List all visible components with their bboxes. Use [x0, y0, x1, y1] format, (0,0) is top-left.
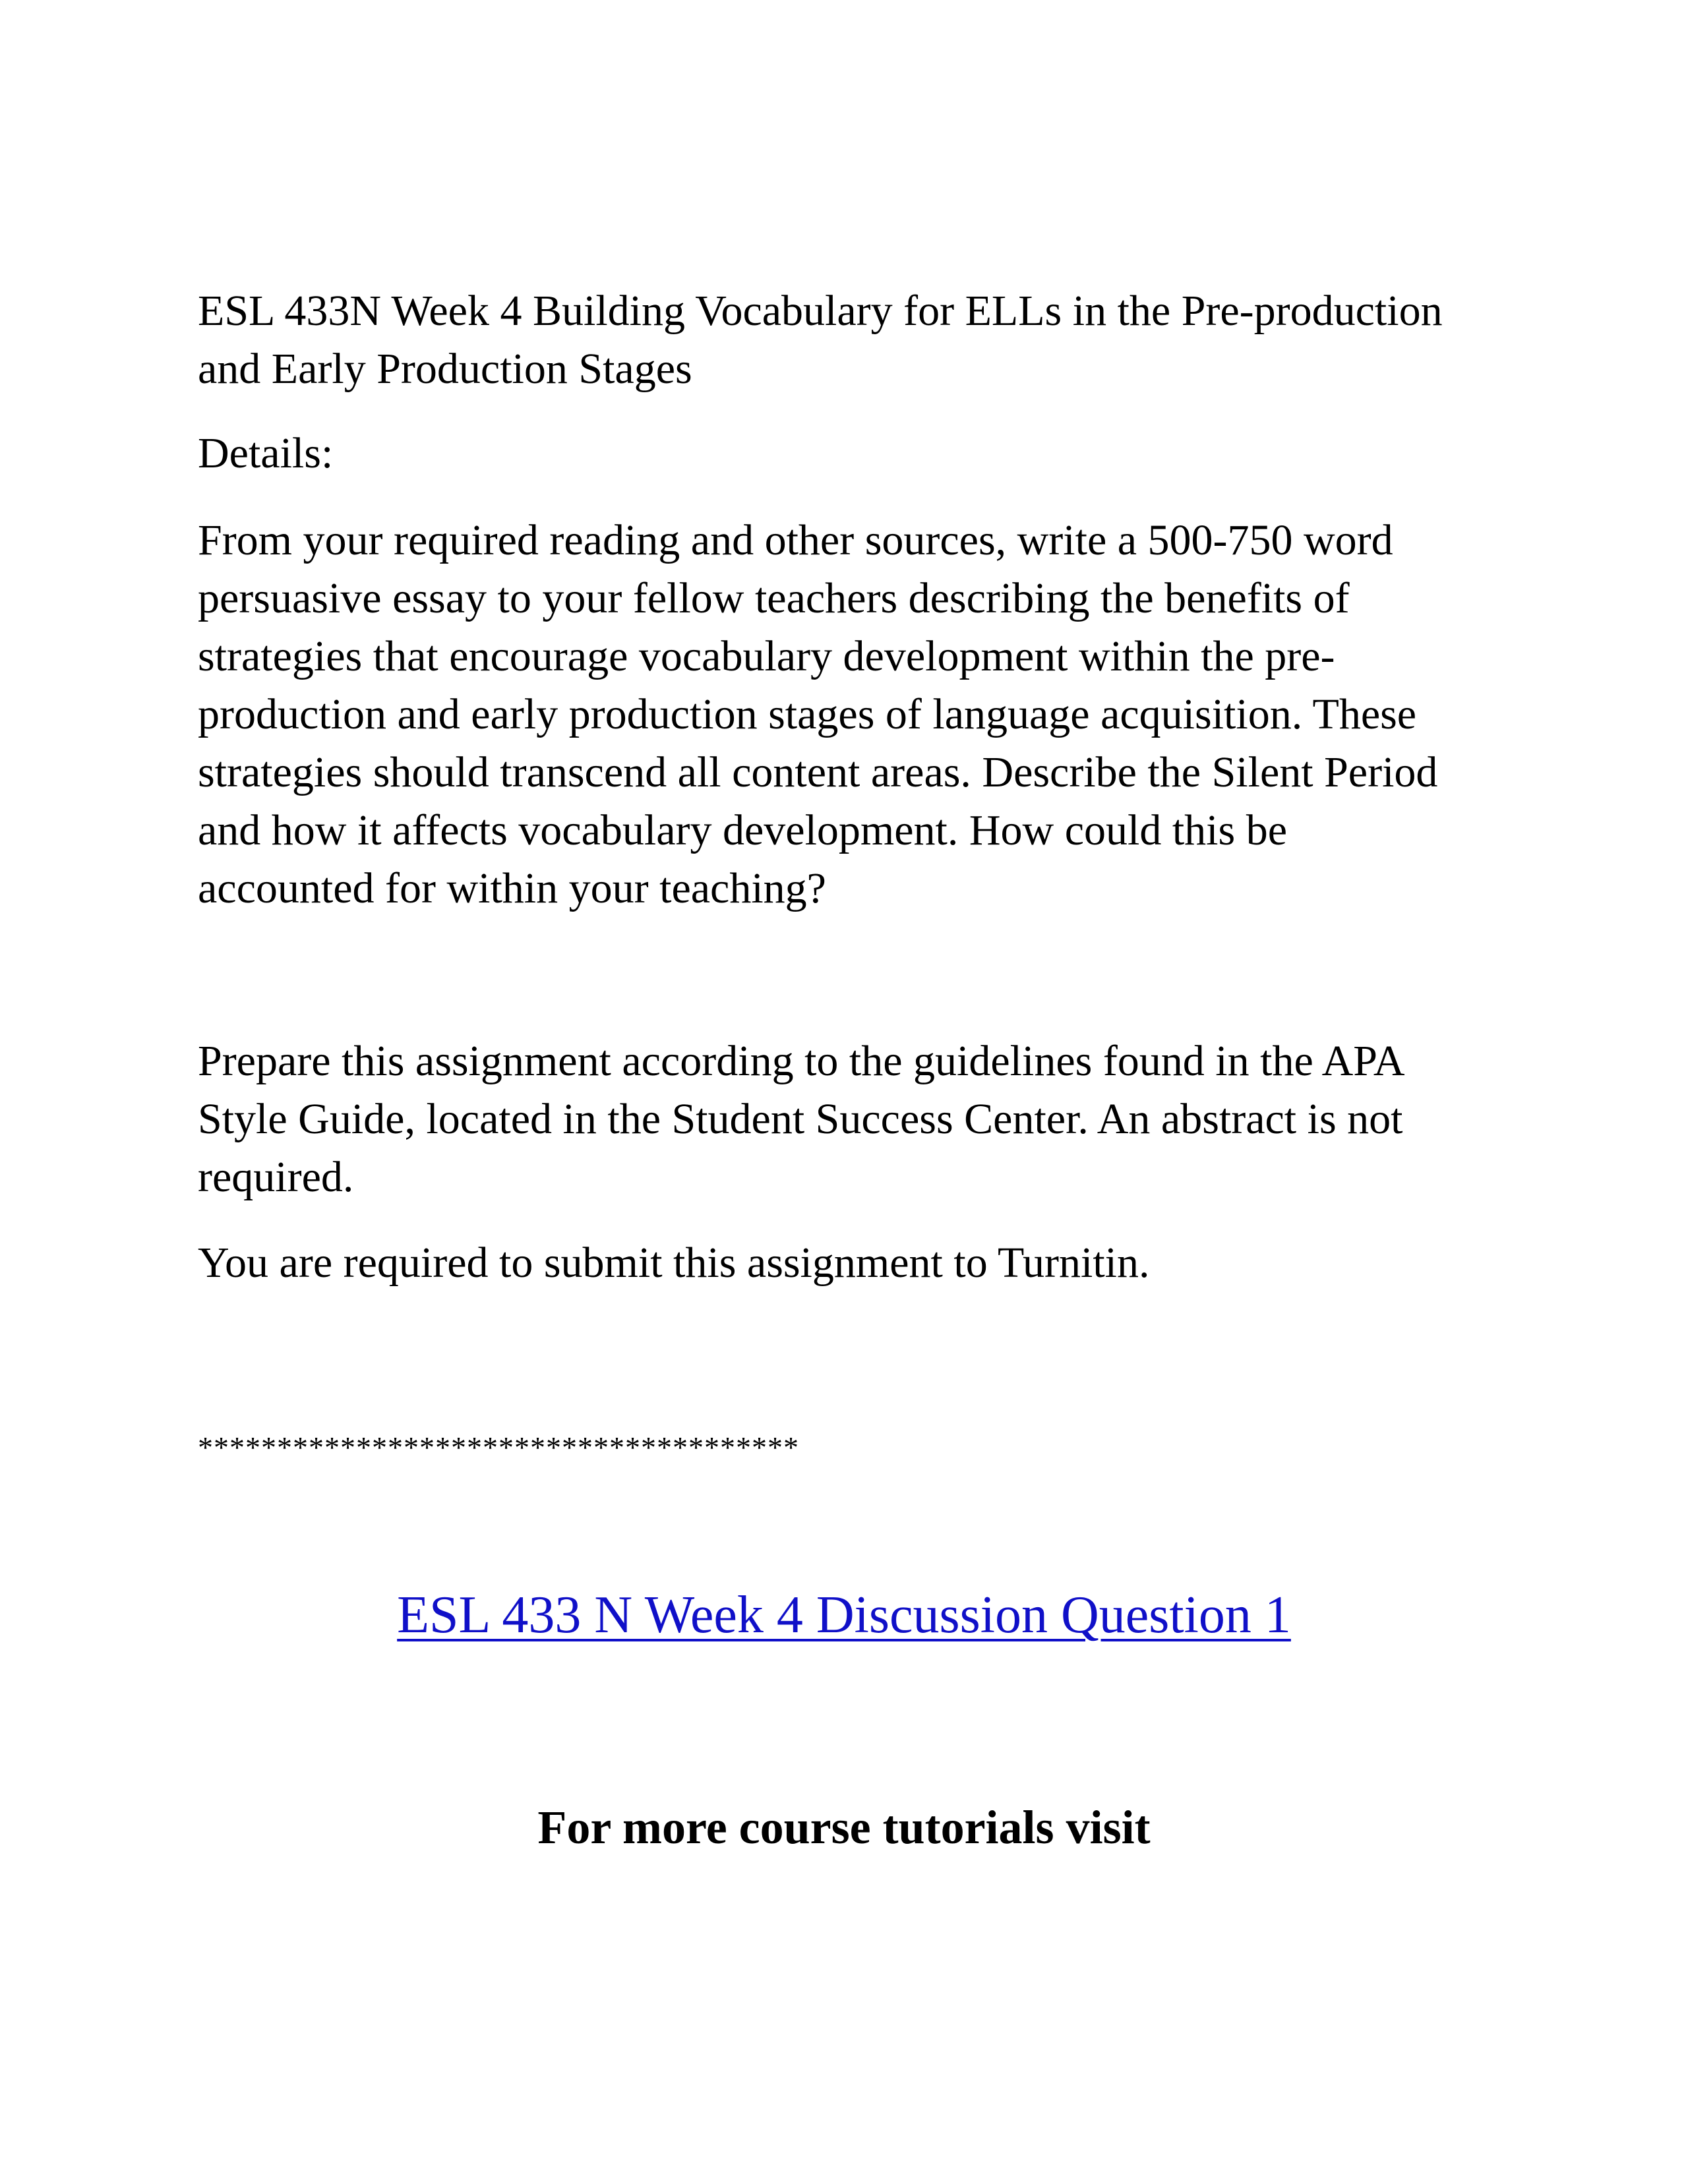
apa-note: Prepare this assignment according to the guidelines found in the APA Style Guide, located in the Student Success Center. An abstract is not required.: [198, 1037, 1405, 1201]
discussion-question-link-row: [0, 1582, 1688, 1648]
assignment-title: ESL 433N Week 4 Building Vocabulary for ELLs in the Pre-production and Early Production Stages: [198, 287, 1443, 393]
asterisk-separator: **************************************: [198, 1431, 799, 1464]
details-label: Details:: [198, 429, 334, 477]
turnitin-note: You are required to submit this assignment to Turnitin.: [198, 1239, 1150, 1287]
assignment-instructions: From your required reading and other sources, write a 500-750 word persuasive essay to your fellow teachers describing the benefits of strategies that encourage vocabulary development within the pre- production and early production stages of language acquisition. These strategies should transcend all content areas. Describe the Silent Period and how it affects vocabulary development. How could this be accounted for within your teaching?: [198, 516, 1438, 912]
more-tutorials-text: For more course tutorials visit: [537, 1801, 1151, 1854]
discussion-question-link[interactable]: ESL 433 N Week 4 Discussion Question 1: [397, 1586, 1291, 1644]
